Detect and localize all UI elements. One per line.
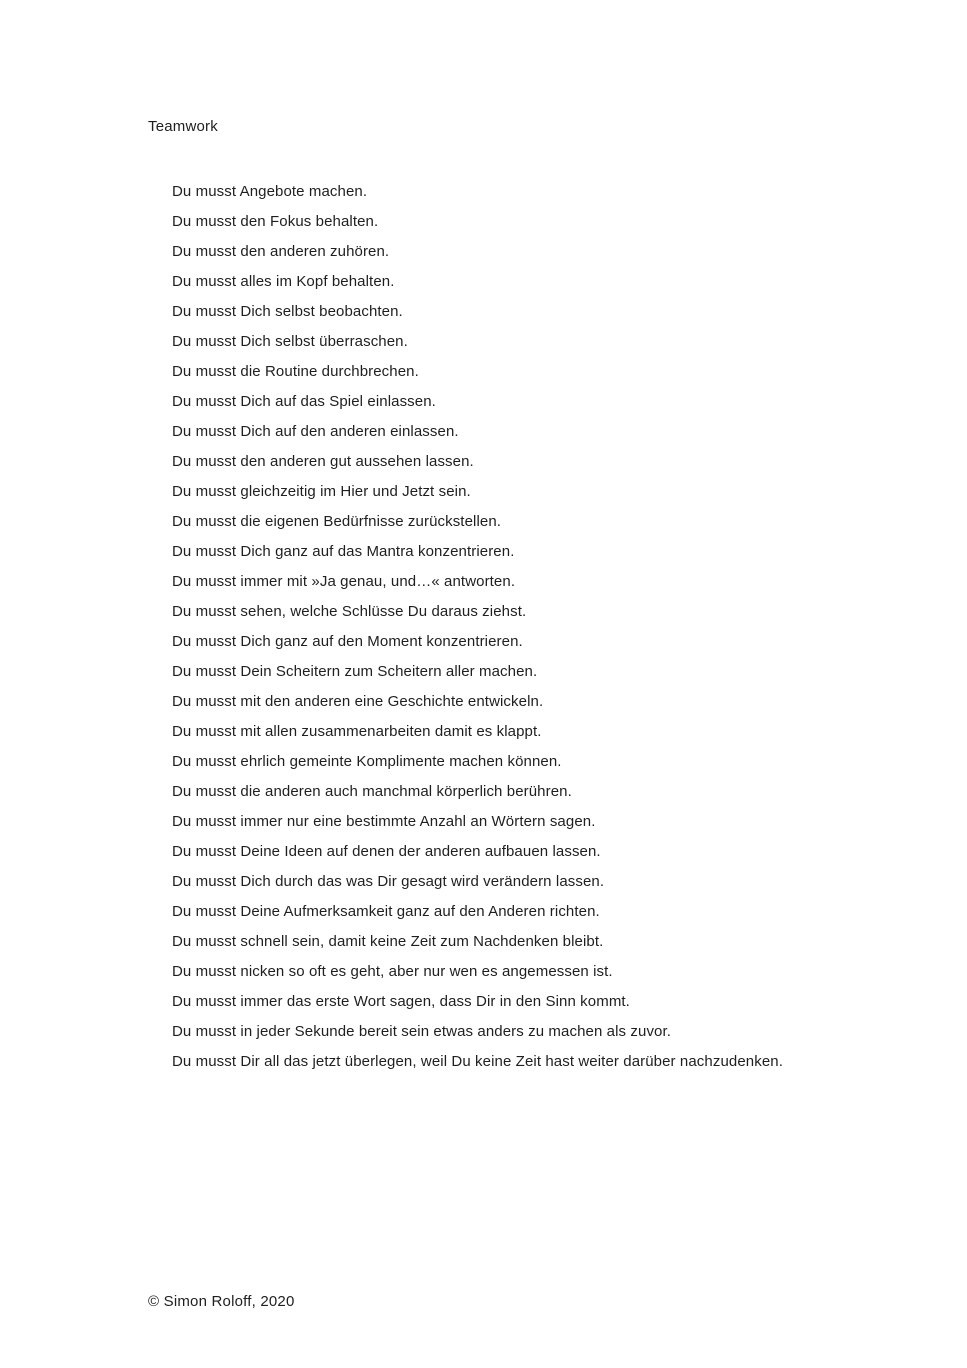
poem-line: Du musst Deine Aufmerksamkeit ganz auf den Anderen richten. — [172, 903, 600, 920]
poem-line: Du musst sehen, welche Schlüsse Du daraus ziehst. — [172, 603, 527, 620]
poem-line: Du musst Dich selbst beobachten. — [172, 303, 403, 320]
poem-line: Du musst Dich durch das was Dir gesagt wird verändern lassen. — [172, 873, 605, 890]
poem-line: Du musst immer das erste Wort sagen, dass Dir in den Sinn kommt. — [172, 993, 630, 1010]
poem-line: Du musst die eigenen Bedürfnisse zurückstellen. — [172, 513, 502, 530]
poem-line: Du musst in jeder Sekunde bereit sein etwas anders zu machen als zuvor. — [172, 1023, 672, 1040]
poem-line: Du musst Dein Scheitern zum Scheitern aller machen. — [172, 663, 538, 680]
poem-line: Du musst mit den anderen eine Geschichte entwickeln. — [172, 693, 544, 710]
poem-line: Du musst Angebote machen. — [172, 183, 368, 200]
poem-line: Du musst alles im Kopf behalten. — [172, 273, 395, 290]
poem-line: Du musst Dir all das jetzt überlegen, weil Du keine Zeit hast weiter darüber nachzudenken. — [172, 1053, 783, 1070]
poem-line: Du musst Dich auf das Spiel einlassen. — [172, 393, 436, 410]
poem-line: Du musst nicken so oft es geht, aber nur wen es angemessen ist. — [172, 963, 613, 980]
copyright-footer: © Simon Roloff, 2020 — [148, 1293, 295, 1310]
poem-line: Du musst den Fokus behalten. — [172, 213, 379, 230]
poem-line: Du musst den anderen zuhören. — [172, 243, 390, 260]
poem-line: Du musst Dich ganz auf das Mantra konzentrieren. — [172, 543, 515, 560]
poem-line: Du musst immer mit »Ja genau, und…« antworten. — [172, 573, 516, 590]
poem-line: Du musst ehrlich gemeinte Komplimente machen können. — [172, 753, 562, 770]
poem-line: Du musst Dich ganz auf den Moment konzentrieren. — [172, 633, 523, 650]
poem-line: Du musst die Routine durchbrechen. — [172, 363, 419, 380]
poem-line: Du musst schnell sein, damit keine Zeit zum Nachdenken bleibt. — [172, 933, 604, 950]
poem-line: Du musst mit allen zusammenarbeiten damit es klappt. — [172, 723, 542, 740]
poem-line: Du musst Dich auf den anderen einlassen. — [172, 423, 459, 440]
poem-lines — [172, 177, 783, 1077]
poem-line: Du musst immer nur eine bestimmte Anzahl an Wörtern sagen. — [172, 813, 596, 830]
poem-line: Du musst die anderen auch manchmal körperlich berühren. — [172, 783, 572, 800]
poem-line: Du musst Dich selbst überraschen. — [172, 333, 408, 350]
poem-line: Du musst Deine Ideen auf denen der anderen aufbauen lassen. — [172, 843, 601, 860]
page-title: Teamwork — [148, 118, 218, 135]
poem-line: Du musst gleichzeitig im Hier und Jetzt sein. — [172, 483, 471, 500]
poem-line: Du musst den anderen gut aussehen lassen. — [172, 453, 474, 470]
